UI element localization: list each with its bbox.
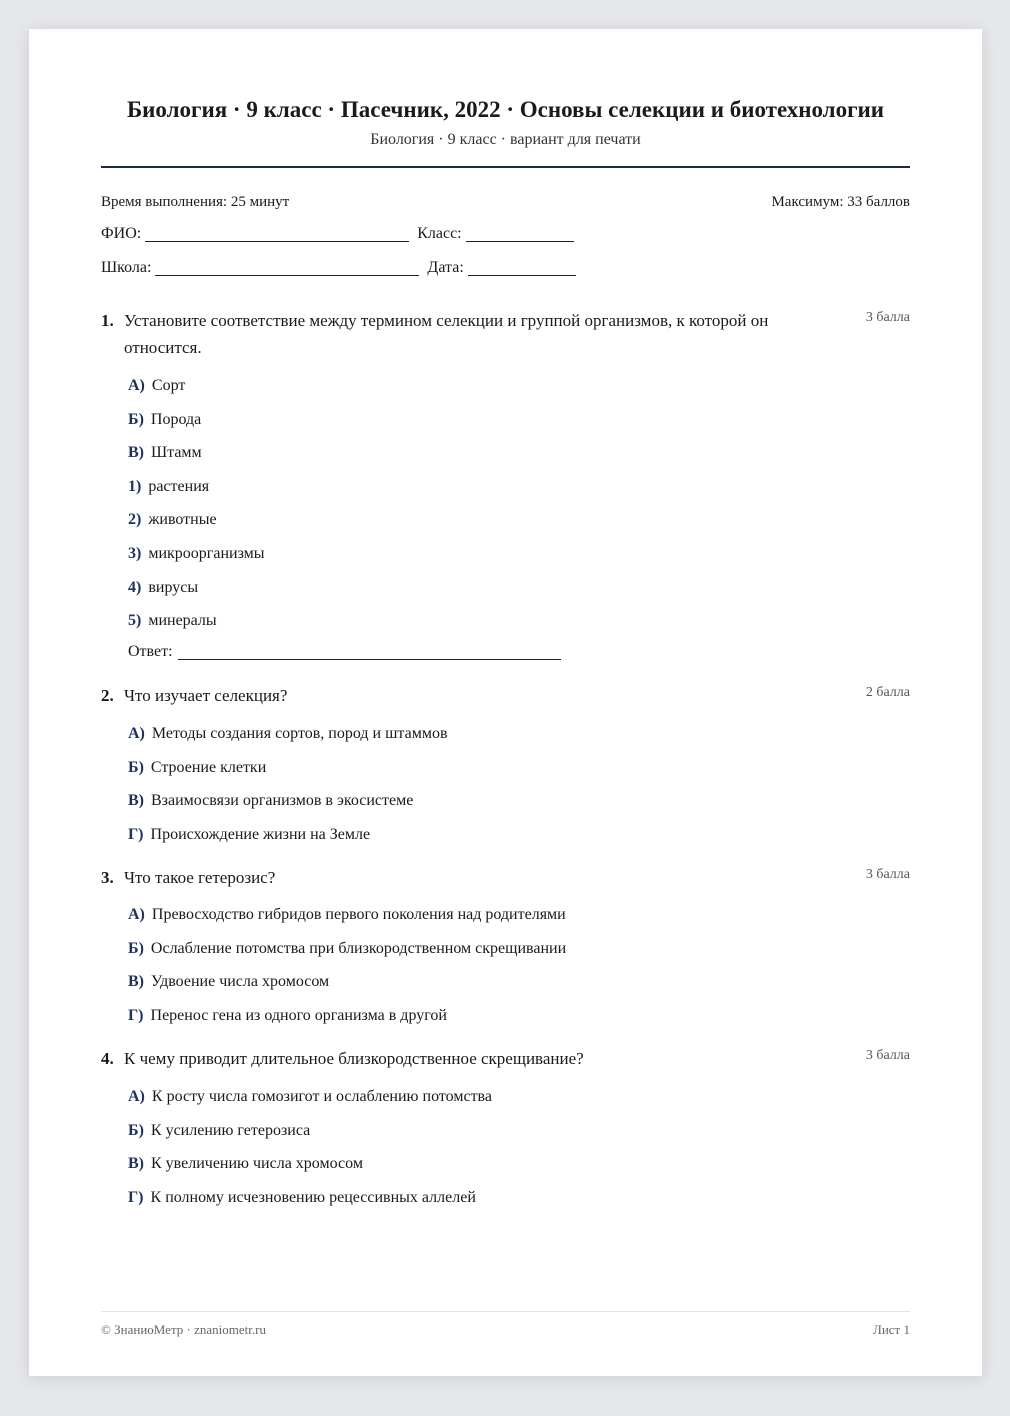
option-text: Штамм	[151, 444, 202, 462]
option-item[interactable]	[128, 437, 910, 471]
name-class-row	[101, 223, 582, 245]
option-label: А)	[128, 725, 145, 742]
question-header	[101, 864, 910, 891]
option-label: В)	[128, 444, 144, 462]
school-label: Школа:	[101, 259, 152, 276]
option-item[interactable]	[128, 718, 910, 752]
question-2	[101, 682, 910, 852]
page-subtitle: Биология · 9 класс · вариант для печати	[370, 131, 641, 148]
question-text: Что изучает селекция?	[124, 686, 288, 705]
option-item[interactable]	[128, 370, 910, 404]
name-label: ФИО:	[101, 225, 142, 242]
question-number: 3.	[101, 868, 114, 887]
option-label: Г)	[128, 825, 144, 843]
option-item[interactable]	[128, 1000, 910, 1034]
option-item[interactable]	[128, 785, 910, 819]
option-text: Происхождение жизни на Земле	[150, 825, 371, 843]
option-text: Порода	[150, 410, 202, 428]
question-text: Что такое гетерозис?	[124, 868, 276, 887]
question-3	[101, 864, 910, 1033]
question-header	[101, 682, 910, 709]
option-list	[128, 1081, 910, 1215]
option-text: К увеличению числа хромосом	[151, 1155, 363, 1173]
question-header	[101, 307, 910, 361]
option-list	[128, 370, 910, 639]
option-item[interactable]	[128, 471, 910, 505]
option-label: А)	[128, 906, 145, 923]
meta-row	[101, 192, 910, 212]
option-item[interactable]	[128, 1148, 910, 1182]
answer-field[interactable]	[178, 642, 561, 660]
time-limit: Время выполнения: 25 минут	[101, 194, 290, 210]
option-label: 1)	[128, 477, 142, 495]
option-item[interactable]	[128, 404, 910, 438]
option-text: Ослабление потомства при близкородственном скрещивании	[150, 939, 567, 957]
footer-divider	[101, 1311, 910, 1312]
question-header	[101, 1045, 910, 1072]
option-label: Б)	[128, 1121, 144, 1139]
answer-row	[128, 641, 910, 663]
date-field[interactable]	[468, 258, 576, 276]
option-label: В)	[128, 792, 144, 810]
class-field[interactable]	[466, 224, 574, 242]
option-label: Г)	[128, 1188, 144, 1206]
footer-page-number: Лист 1	[873, 1322, 910, 1337]
option-item[interactable]	[128, 572, 910, 606]
option-text: Сорт	[151, 377, 186, 394]
option-list	[128, 718, 910, 852]
option-text: растения	[148, 477, 210, 495]
question-points: 2 балла	[865, 685, 910, 700]
option-label: Б)	[128, 758, 144, 776]
option-text: Взаимосвязи организмов в экосистеме	[151, 792, 414, 810]
school-field[interactable]	[155, 258, 419, 276]
option-item[interactable]	[128, 605, 910, 639]
option-item[interactable]	[128, 899, 910, 933]
option-label: 2)	[128, 511, 142, 529]
question-text: Установите соответствие между термином селекции и группой организмов, к которой он относится.	[124, 311, 769, 357]
option-text: Перенос гена из одного организма в другой	[150, 1006, 447, 1024]
option-text: минералы	[148, 612, 217, 630]
question-number: 2.	[101, 686, 114, 705]
question-points: 3 балла	[865, 1048, 910, 1063]
class-label: Класс:	[417, 225, 462, 242]
option-item[interactable]	[128, 819, 910, 853]
option-label: А)	[128, 377, 145, 394]
question-4	[101, 1045, 910, 1215]
option-label: В)	[128, 973, 144, 991]
name-field[interactable]	[145, 224, 409, 242]
worksheet-content	[101, 29, 910, 1376]
question-points: 3 балла	[865, 310, 910, 325]
option-text: животные	[148, 511, 217, 529]
option-text: Удвоение числа хромосом	[151, 973, 330, 991]
question-number: 1.	[101, 311, 114, 330]
option-item[interactable]	[128, 1115, 910, 1149]
date-label: Дата:	[427, 259, 464, 276]
option-label: 3)	[128, 544, 142, 562]
option-label: В)	[128, 1155, 144, 1173]
option-label: 4)	[128, 578, 142, 596]
option-text: вирусы	[148, 578, 199, 596]
option-item[interactable]	[128, 966, 910, 1000]
option-item[interactable]	[128, 1081, 910, 1115]
option-item[interactable]	[128, 933, 910, 967]
question-points: 3 балла	[865, 867, 910, 882]
question-text: К чему приводит длительное близкородственное скрещивание?	[124, 1049, 584, 1068]
worksheet-page	[29, 29, 982, 1376]
option-label: Б)	[128, 939, 144, 957]
footer-copyright: © ЗнаниоМетр · znaniometr.ru	[101, 1322, 266, 1337]
answer-label: Ответ:	[128, 642, 173, 660]
question-1	[101, 307, 910, 663]
option-label: Б)	[128, 410, 144, 428]
option-item[interactable]	[128, 504, 910, 538]
option-label: А)	[128, 1088, 145, 1105]
option-text: Строение клетки	[150, 758, 267, 776]
page-title: Биология · 9 класс · Пасечник, 2022 · Основы селекции и биотехнологии	[126, 97, 885, 122]
option-text: К росту числа гомозигот и ослаблению потомства	[151, 1088, 492, 1105]
max-score: Максимум: 33 баллов	[771, 194, 910, 210]
option-item[interactable]	[128, 1182, 910, 1216]
option-label: Г)	[128, 1006, 144, 1024]
option-item[interactable]	[128, 538, 910, 572]
option-item[interactable]	[128, 752, 910, 786]
question-number: 4.	[101, 1049, 114, 1068]
option-text: К полному исчезновению рецессивных аллелей	[150, 1188, 476, 1206]
option-text: микроорганизмы	[148, 544, 265, 562]
option-text: Превосходство гибридов первого поколения над родителями	[151, 906, 566, 923]
option-list	[128, 899, 910, 1033]
header-divider	[101, 166, 910, 168]
option-text: Методы создания сортов, пород и штаммов	[151, 725, 448, 742]
option-text: К усилению гетерозиса	[150, 1121, 311, 1139]
option-label: 5)	[128, 612, 142, 630]
school-date-row	[101, 257, 584, 279]
